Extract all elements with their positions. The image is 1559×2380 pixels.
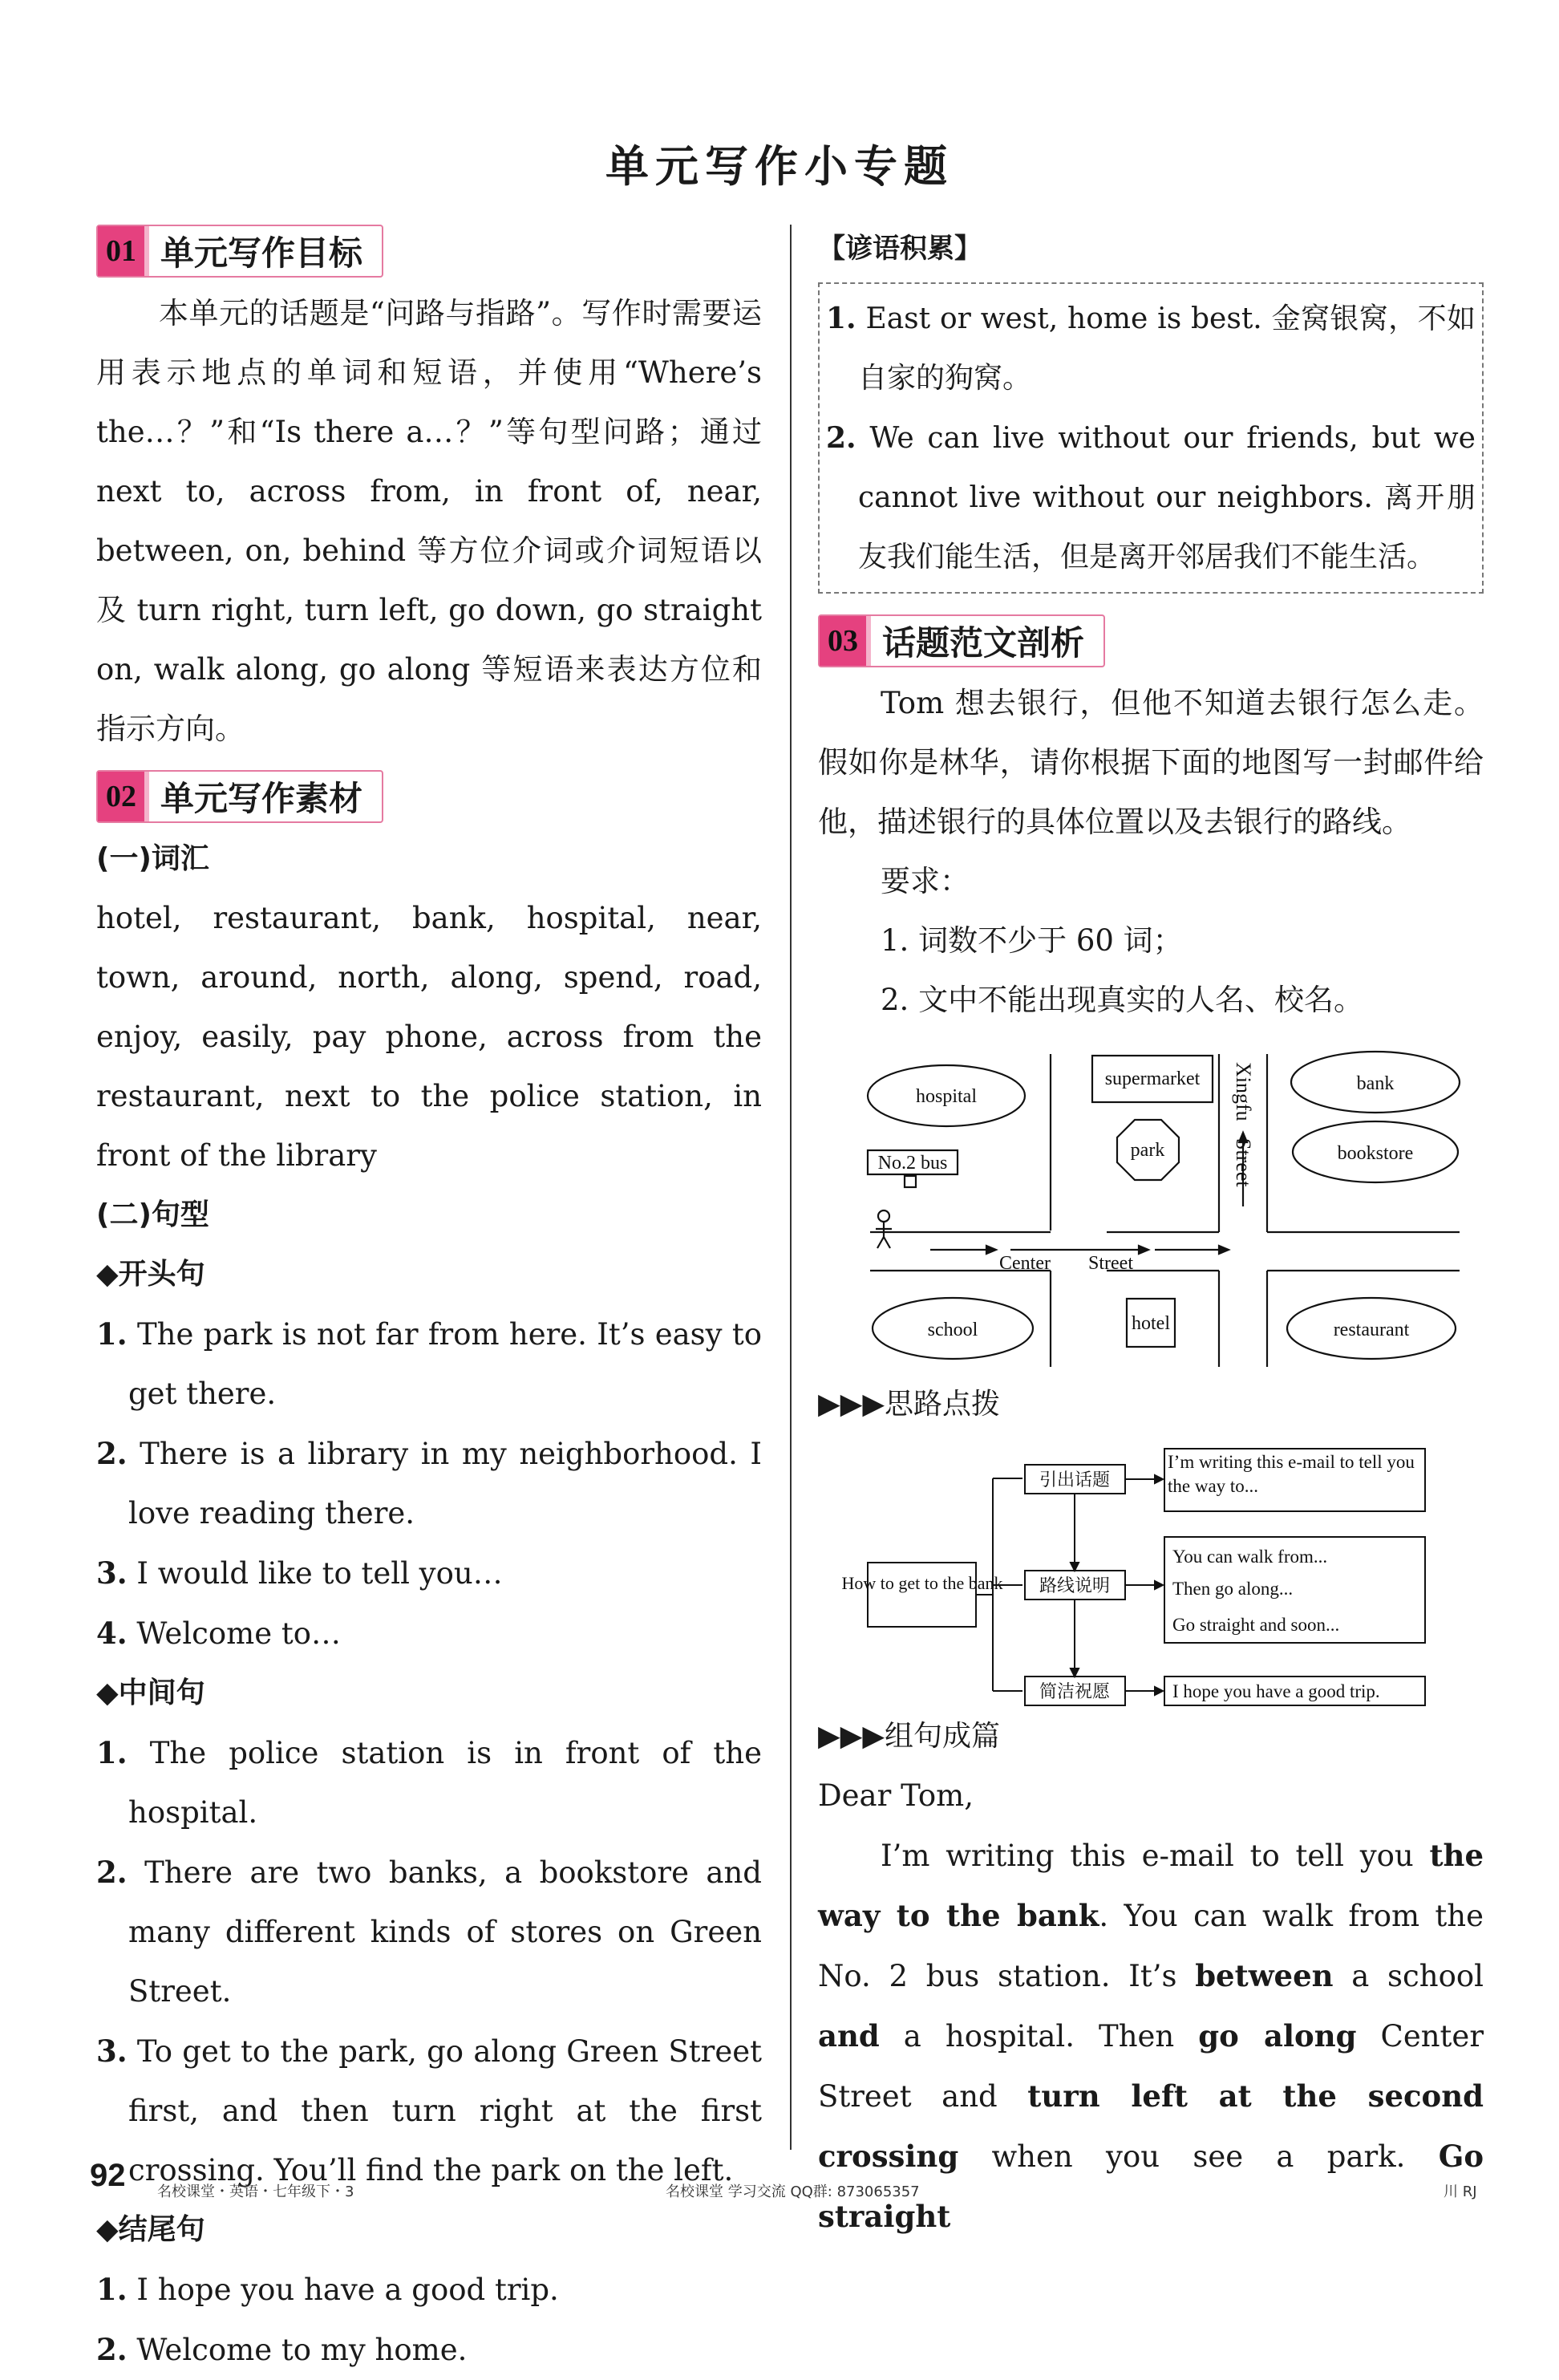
person-icon: [884, 1237, 890, 1248]
book-title: 名校课堂・英语・七年级下・3: [157, 2183, 354, 2200]
requirement-2: 2. 文中不能出现真实的人名、校名。: [881, 983, 1364, 1017]
bus-stop-post: [905, 1176, 916, 1187]
school-label: school: [927, 1320, 978, 1340]
pattern-heading: (二)句型: [96, 1198, 209, 1231]
left-column: [96, 225, 762, 2380]
page-title: 单元写作小专题: [605, 141, 954, 192]
section-label: 话题范文剖析: [882, 623, 1085, 663]
person-icon: [877, 1237, 884, 1248]
street-map: [818, 1046, 1484, 1367]
detail-text-3: I hope you have a good trip.: [1172, 1681, 1380, 1701]
section-label: 单元写作素材: [160, 779, 363, 818]
section-header-01: [96, 225, 383, 278]
requirement-1: 1. 词数不少于 60 词；: [881, 923, 1183, 958]
connector: [1155, 1475, 1163, 1483]
requirements-heading: 要求：: [881, 864, 970, 898]
connector: [1155, 1581, 1163, 1589]
footer-edition: 川 RJ: [1444, 2183, 1477, 2200]
middle-list: [96, 1723, 762, 2200]
person-icon: [878, 1210, 889, 1222]
route-arrow: [1139, 1246, 1148, 1254]
map-svg: [818, 1046, 1484, 1367]
xingfu-street-label-2: Street: [1232, 1138, 1255, 1187]
compose-heading: ▶▶▶组句成篇: [818, 1720, 1001, 1753]
vocab-list: hotel, restaurant, bank, hospital, near, town, around, north, along, spend, road, enjoy, easily, pay phone, across from the restaurant, next to the police station, in front of the library: [96, 901, 762, 1173]
restaurant-label: restaurant: [1333, 1320, 1410, 1340]
bank-label: bank: [1356, 1073, 1395, 1094]
hotel-label: hotel: [1132, 1313, 1170, 1334]
list-item: 1. The police station is in front of the hospital.: [96, 1735, 763, 1830]
footer-qq: 名校课堂 学习交流 QQ群: 873065357: [666, 2183, 920, 2200]
connector: [1071, 1668, 1079, 1677]
detail-text-2b: Then go along...: [1172, 1579, 1294, 1599]
vocab-heading: (一)词汇: [96, 842, 209, 875]
center-street-label-1: Center: [999, 1253, 1051, 1274]
detail-text-2c: Go straight and soon...: [1172, 1615, 1340, 1635]
column-divider: [790, 225, 792, 2150]
list-item: 1. I hope you have a good trip.: [96, 2272, 559, 2307]
list-item: 2. There is a library in my neighborhood. I love reading there.: [96, 1436, 762, 1531]
idea-heading: ▶▶▶思路点拨: [818, 1388, 1001, 1421]
root-box: [868, 1563, 976, 1627]
list-item: 2. Welcome to my home.: [96, 2332, 468, 2367]
ending-heading: ◆结尾句: [96, 2213, 205, 2246]
section-header-02: [96, 770, 383, 823]
hospital-label: hospital: [916, 1086, 977, 1107]
route-arrow: [1219, 1246, 1229, 1254]
list-item: 3. To get to the park, go along Green Street first, and then turn right at the first crossing. You’ll find the park on the left.: [96, 2033, 762, 2187]
step-label-3: 简洁祝愿: [1039, 1682, 1111, 1702]
section-number: 03: [820, 616, 871, 666]
list-item: 3. I would like to tell you…: [96, 1555, 503, 1591]
root-label: How to get to the bank: [841, 1573, 1003, 1593]
section-header-03: [818, 614, 1105, 667]
step-label-2: 路线说明: [1039, 1576, 1111, 1596]
supermarket-label: supermarket: [1104, 1068, 1201, 1089]
connector: [1155, 1687, 1163, 1695]
bus-stop-label: No.2 bus: [877, 1153, 948, 1174]
letter-greeting: Dear Tom,: [818, 1778, 974, 1813]
connector: [1071, 1563, 1079, 1571]
saying-item: 2. We can live without our friends, but we cannot live without our neighbors. 离开朋友我们能生活，但是离开邻居我们不能生活。: [826, 421, 1476, 574]
right-column: [818, 225, 1484, 2247]
opening-list: [96, 1304, 762, 1664]
step-label-1: 引出话题: [1039, 1470, 1111, 1490]
section-number: 02: [98, 772, 149, 821]
sayings-heading: 【谚语积累】: [818, 233, 982, 265]
task-prompt: Tom 想去银行，但他不知道去银行怎么走。假如你是林华，请你根据下面的地图写一封邮件给他，描述银行的具体位置以及去银行的路线。: [818, 686, 1484, 839]
middle-heading: ◆中间句: [96, 1677, 205, 1709]
detail-text-1: I’m writing this e-mail to tell you the way to...: [1168, 1452, 1415, 1496]
list-item: 4. Welcome to…: [96, 1616, 342, 1651]
detail-text-2a: You can walk from...: [1172, 1547, 1328, 1567]
writing-goal-paragraph: 本单元的话题是“问路与指路”。写作时需要运用表示地点的单词和短语，并使用“Where’s the…？”和“Is there a…？”等句型问路；通过 next to, across from, in front of, near, between, on, behind 等方位介词或介词短语以及 turn right, turn left, go down, go straight on, walk along, go along 等短语来表达方位和指示方向。: [96, 296, 762, 746]
opening-heading: ◆开头句: [96, 1258, 205, 1291]
park-label: park: [1130, 1140, 1165, 1161]
flowchart-svg: [818, 1442, 1484, 1707]
ending-list: [96, 2260, 762, 2380]
saying-item: 1. East or west, home is best. 金窝银窝，不如自家的狗窝。: [826, 302, 1476, 395]
center-street-label-2: Street: [1088, 1253, 1133, 1274]
sayings-box: [818, 282, 1484, 594]
list-item: 1. The park is not far from here. It’s easy to get there.: [96, 1316, 763, 1411]
bookstore-label: bookstore: [1337, 1143, 1414, 1164]
letter-body: I’m writing this e-mail to tell you the way to the bank. You can walk from the No. 2 bus station. It’s between a school and a hospital. Then go along Center Street and turn left at the second crossing when you see a park. Go straight: [818, 1838, 1484, 2234]
xingfu-street-label-1: Xingfu: [1232, 1062, 1255, 1121]
page-number: 92: [90, 2158, 126, 2193]
idea-flowchart: [818, 1442, 1484, 1707]
section-label: 单元写作目标: [160, 233, 363, 273]
list-item: 2. There are two banks, a bookstore and many different kinds of stores on Green Street.: [96, 1855, 762, 2009]
section-number: 01: [98, 226, 149, 276]
route-arrow: [986, 1246, 996, 1254]
